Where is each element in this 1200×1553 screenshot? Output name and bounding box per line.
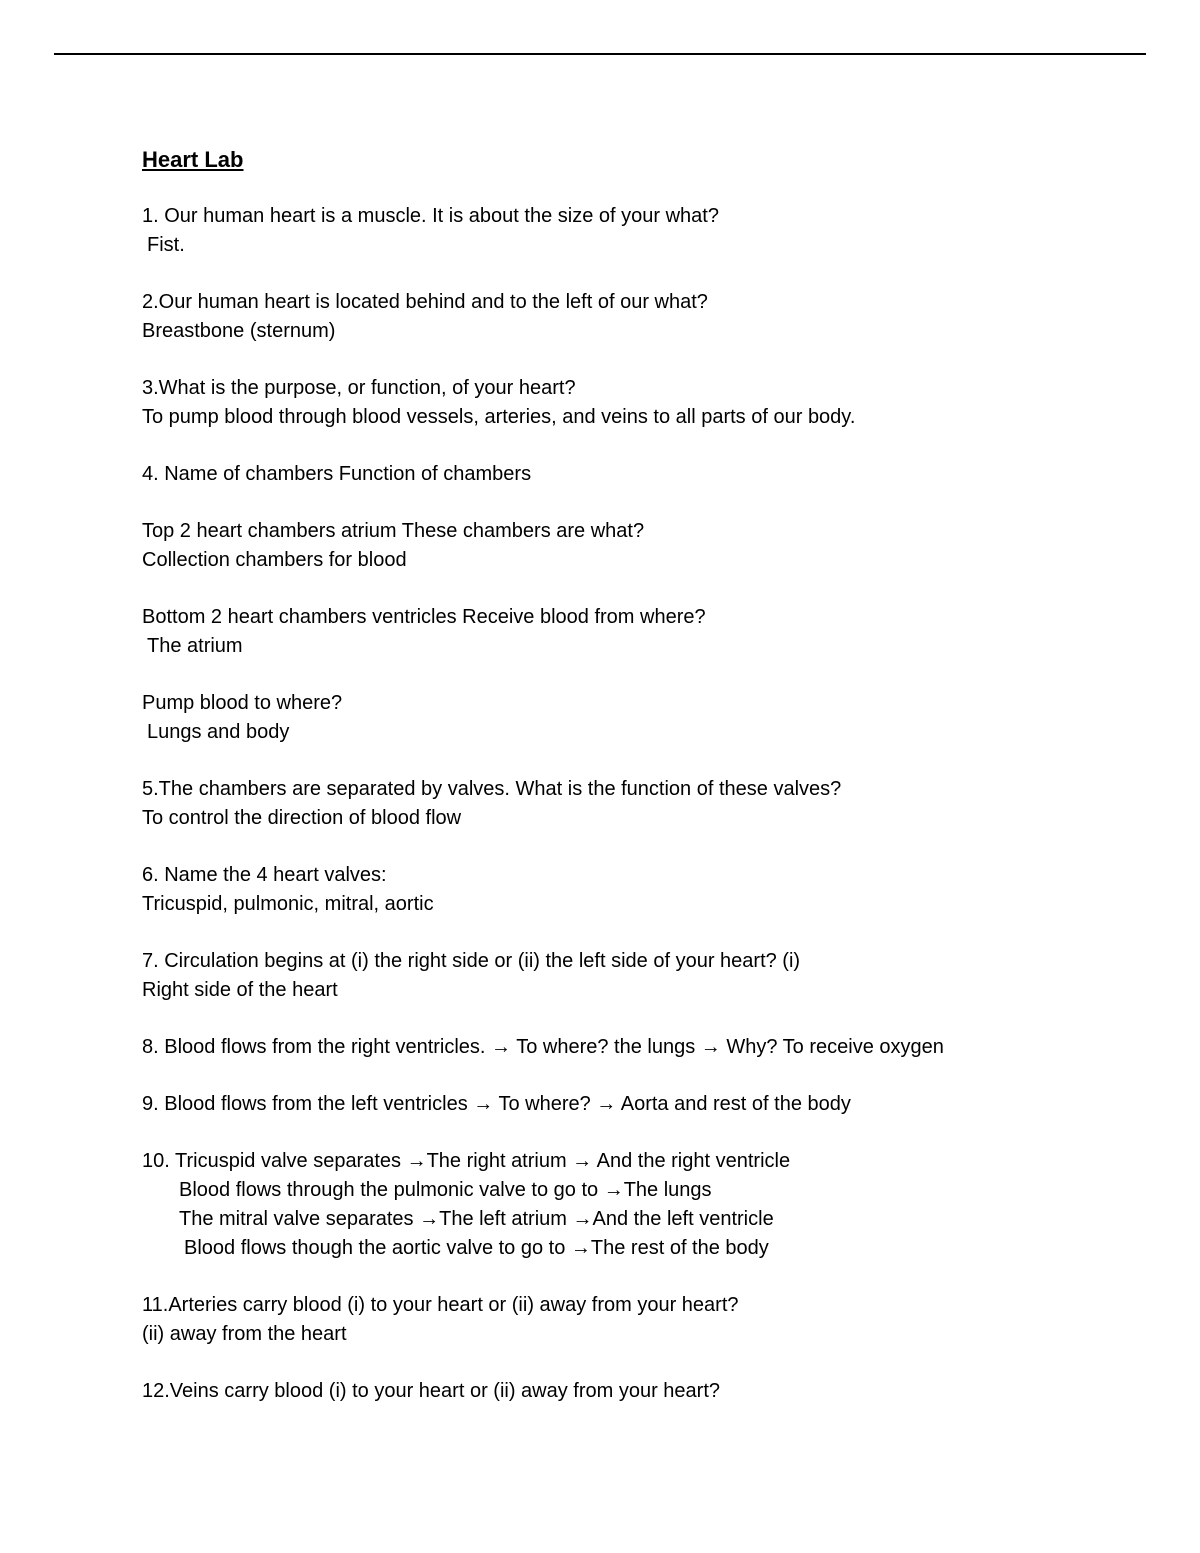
q7-question: 7. Circulation begins at (i) the right side or (ii) the left side of your heart? (i): [142, 950, 801, 972]
q5-question: 5.The chambers are separated by valves. What is the function of these valves?: [142, 778, 842, 800]
spacer: [142, 661, 1142, 689]
q9-line: 9. Blood flows from the left ventricles → To where? → Aorta and rest of the body: [142, 1093, 851, 1115]
spacer: [142, 1263, 1142, 1291]
q5-answer: To control the direction of blood flow: [142, 807, 462, 829]
q4-pump-answer: Lungs and body: [147, 721, 290, 743]
q4-pump-question: Pump blood to where?: [142, 692, 343, 714]
q10-line-3: The mitral valve separates →The left atrium →And the left ventricle: [179, 1208, 774, 1230]
q1-answer: Fist.: [147, 234, 185, 256]
q3-question: 3.What is the purpose, or function, of your heart?: [142, 377, 576, 399]
q10-line-1: 10. Tricuspid valve separates →The right atrium → And the right ventricle: [142, 1150, 791, 1172]
spacer: [142, 489, 1142, 517]
q4-bottom-answer: The atrium: [147, 635, 243, 657]
spacer: [142, 432, 1142, 460]
spacer: [142, 1349, 1142, 1377]
q2-answer: Breastbone (sternum): [142, 320, 336, 342]
q8-line: 8. Blood flows from the right ventricles. → To where? the lungs → Why? To receive oxygen: [142, 1036, 944, 1058]
q4-top-answer: Collection chambers for blood: [142, 549, 407, 571]
spacer: [142, 1062, 1142, 1090]
spacer: [142, 260, 1142, 288]
q6-answer: Tricuspid, pulmonic, mitral, aortic: [142, 893, 434, 915]
spacer: [142, 919, 1142, 947]
page-title: Heart Lab: [142, 147, 244, 172]
q4-top-question: Top 2 heart chambers atrium These chambers are what?: [142, 520, 645, 542]
q3-answer: To pump blood through blood vessels, arteries, and veins to all parts of our body.: [142, 406, 856, 428]
spacer: [142, 346, 1142, 374]
q6-question: 6. Name the 4 heart valves:: [142, 864, 387, 886]
spacer: [142, 575, 1142, 603]
q4-bottom-question: Bottom 2 heart chambers ventricles Receive blood from where?: [142, 606, 706, 628]
q4-header: 4. Name of chambers Function of chambers: [142, 463, 532, 485]
q7-answer: Right side of the heart: [142, 979, 338, 1001]
q11-answer: (ii) away from the heart: [142, 1323, 347, 1345]
q1-question: 1. Our human heart is a muscle. It is about the size of your what?: [142, 205, 719, 227]
document-body: [142, 144, 1142, 1406]
spacer: [142, 1005, 1142, 1033]
spacer: [142, 747, 1142, 775]
q10-line-2: Blood flows through the pulmonic valve to go to →The lungs: [179, 1179, 712, 1201]
q2-question: 2.Our human heart is located behind and to the left of our what?: [142, 291, 708, 313]
spacer: [142, 833, 1142, 861]
q11-question: 11.Arteries carry blood (i) to your heart or (ii) away from your heart?: [142, 1294, 739, 1316]
q12-question: 12.Veins carry blood (i) to your heart or (ii) away from your heart?: [142, 1380, 721, 1402]
q10-line-4: Blood flows though the aortic valve to go to →The rest of the body: [184, 1237, 769, 1259]
header-rule: [54, 53, 1146, 55]
spacer: [142, 1119, 1142, 1147]
